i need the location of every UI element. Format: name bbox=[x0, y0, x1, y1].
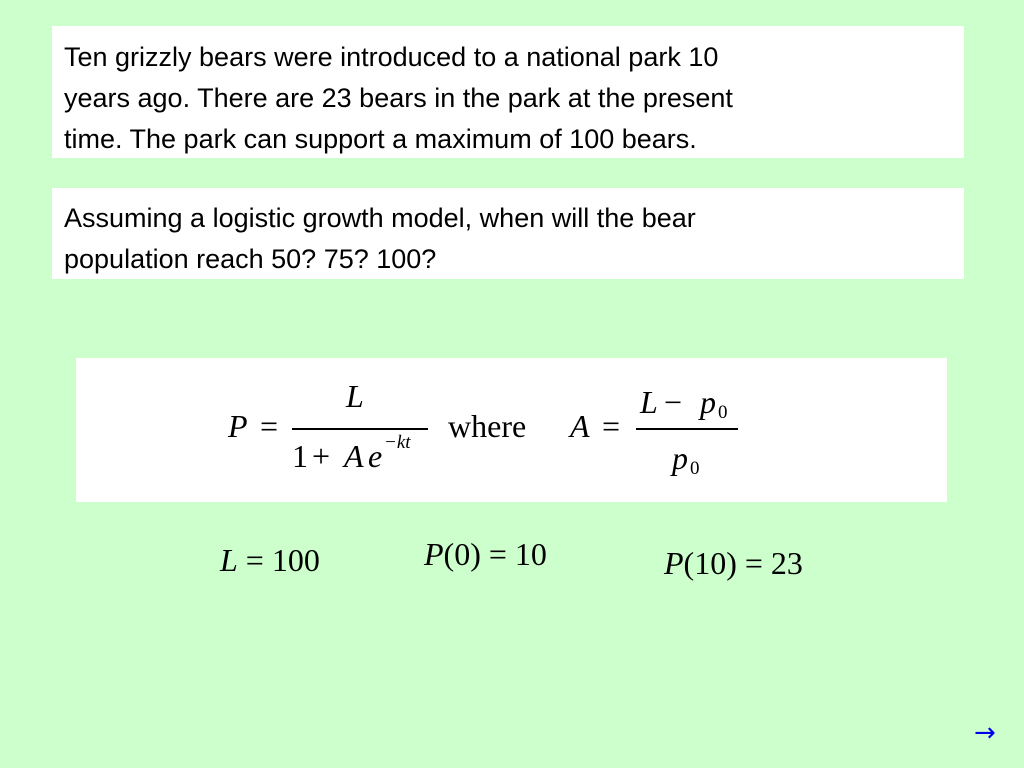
formula-denom-plus: + bbox=[312, 438, 331, 474]
problem-statement-box bbox=[52, 26, 964, 158]
given-p0-var: P bbox=[424, 536, 444, 572]
given-l-value: = 100 bbox=[237, 542, 320, 578]
question-line-2: population reach 50? 75? 100? bbox=[64, 244, 437, 274]
given-p10 bbox=[664, 545, 803, 582]
formula-denom-e: e bbox=[368, 438, 383, 474]
formula-denom-one: 1 bbox=[292, 438, 308, 474]
formula-a-fraction-bar bbox=[636, 428, 738, 430]
given-l-var: L bbox=[220, 542, 238, 578]
formula-a-lhs: A bbox=[570, 408, 590, 444]
question-line-1: Assuming a logistic growth model, when will the bear bbox=[64, 203, 696, 233]
given-p0-value: (0) = 10 bbox=[443, 536, 547, 572]
formula-a-num-l: L bbox=[640, 384, 658, 420]
problem-line-1: Ten grizzly bears were introduced to a national park 10 bbox=[64, 42, 719, 72]
problem-line-2: years ago. There are 23 bears in the park at the present bbox=[64, 83, 733, 113]
formula-numerator-l: L bbox=[346, 378, 364, 414]
problem-line-3: time. The park can support a maximum of 100 bears. bbox=[64, 124, 697, 154]
formula-lhs-p: P bbox=[228, 408, 248, 444]
formula-a-num-minus: − bbox=[664, 384, 683, 420]
next-arrow-icon[interactable]: → bbox=[974, 718, 996, 748]
given-l bbox=[220, 542, 320, 579]
formula-a-den-sub: 0 bbox=[690, 458, 700, 479]
question-box bbox=[52, 188, 964, 279]
formula-where: where bbox=[448, 408, 527, 444]
given-p0 bbox=[424, 536, 547, 573]
formula-equals: = bbox=[260, 408, 279, 444]
formula-a-num-p: p bbox=[700, 384, 716, 420]
given-p10-value: (10) = 23 bbox=[683, 545, 803, 581]
given-p10-var: P bbox=[664, 545, 684, 581]
formula-a-equals: = bbox=[602, 408, 621, 444]
formula-exponent: −kt bbox=[384, 432, 411, 453]
formula-denom-a: A bbox=[344, 438, 364, 474]
formula-a-num-sub: 0 bbox=[718, 402, 728, 423]
logistic-formula-box bbox=[76, 358, 947, 502]
formula-fraction-bar bbox=[292, 428, 428, 430]
formula-a-den-p: p bbox=[672, 440, 688, 476]
